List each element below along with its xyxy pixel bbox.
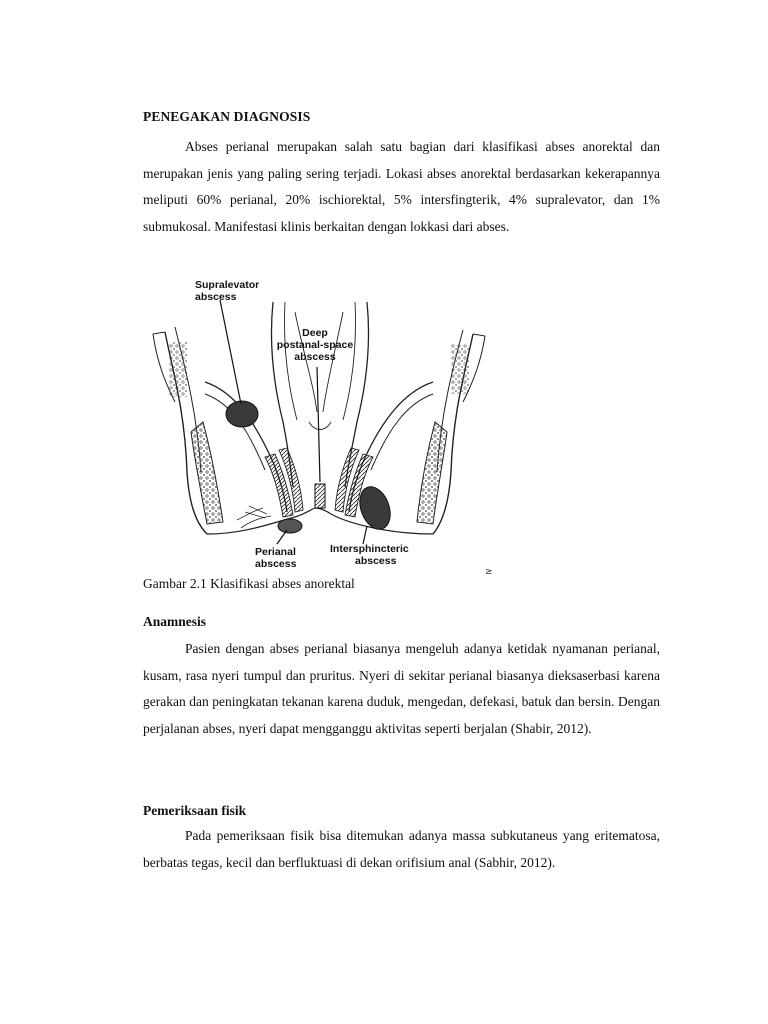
label-deep-line1: Deep: [302, 327, 328, 339]
label-intersphincteric-line1: Intersphincteric: [330, 543, 409, 555]
paragraph-physical-exam: Pada pemeriksaan fisik bisa ditemukan adanya massa subkutaneus yang eritematosa, berbatas tegas, kecil dan berfluktuasi di dekan orifisium anal (Sabhir, 2012).: [143, 828, 660, 870]
leader-intersphincteric: [363, 526, 367, 544]
subheading-physical-exam: Pemeriksaan fisik: [143, 803, 247, 818]
label-supralevator-line2: abscess: [195, 291, 237, 303]
section-heading: PENEGAKAN DIAGNOSIS: [143, 109, 311, 124]
anatomy-diagram: [145, 272, 493, 578]
label-deep-line3: abscess: [294, 351, 336, 363]
label-intersphincteric-line2: abscess: [355, 555, 397, 567]
paragraph-anamnesis: Pasien dengan abses perianal biasanya mengeluh adanya ketidak nyamanan perianal, kusam, rasa nyeri tumpul dan pruritus. Nyeri di sekitar perianal biasanya dieksaserbasi karena gerakan dan peningkatan tekanan karena duduk, mengedan, defekasi, batuk dan bersin. Dengan perjalanan abses, nyeri dapat mengganggu aktivitas seperti berjalan (Shabir, 2012).: [143, 641, 660, 736]
label-perianal-line2: abscess: [255, 558, 297, 570]
label-deep-line2: postanal-space: [276, 339, 354, 351]
label-supralevator-line1: Supralevator: [195, 279, 260, 291]
deep-postanal-abscess-mass: [315, 484, 325, 508]
figure-corner-mark: ≥: [485, 567, 493, 577]
subheading-anamnesis: Anamnesis: [143, 614, 207, 629]
supralevator-abscess-mass: [226, 401, 258, 427]
fat-tissue-right-upper: [451, 344, 469, 394]
label-perianal-line1: Perianal: [255, 546, 296, 558]
figure-caption: Gambar 2.1 Klasifikasi abses anorektal: [143, 576, 355, 591]
leader-deep-postanal: [317, 367, 320, 482]
fat-tissue-left: [191, 422, 223, 524]
leader-supralevator: [220, 300, 241, 404]
fat-tissue-right: [417, 422, 447, 524]
fat-tissue-left-upper: [169, 342, 187, 397]
perianal-abscess-mass: [278, 519, 302, 533]
perianal-skin: [207, 508, 433, 534]
paragraph-intro: Abses perianal merupakan salah satu bagian dari klasifikasi abses anorektal dan merupakan jenis yang paling sering terjadi. Lokasi abses anorektal berdasarkan kekerapannya meliputi 60% perianal, 20% ischiorektal, 5% intersfingterik, 4% supralevator, dan 1% submukosal. Manifestasi klinis berkaitan dengan lokkasi dari abses.: [143, 139, 660, 234]
anorectal-abscess-figure: [145, 272, 493, 578]
leader-perianal: [277, 530, 287, 544]
